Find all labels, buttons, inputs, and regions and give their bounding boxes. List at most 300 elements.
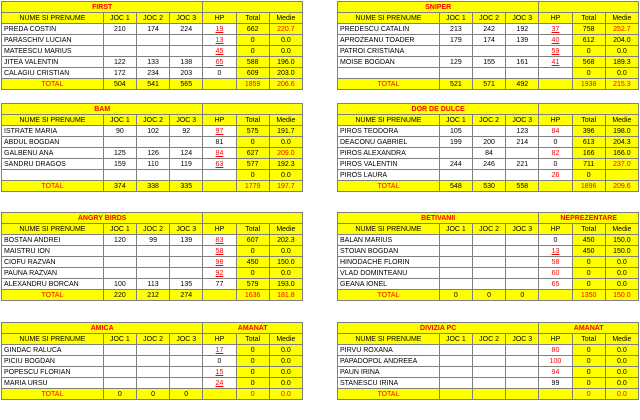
player-row [2, 159, 303, 170]
team-hp-total [539, 79, 572, 90]
player-total: 711 [572, 159, 605, 170]
player-name: MATEESCU MARIUS [2, 46, 104, 57]
player-total: 0 [572, 170, 605, 181]
player-row [2, 46, 303, 57]
game-1-score: 159 [103, 159, 136, 170]
team-title-row [338, 104, 639, 115]
game-1-score [103, 356, 136, 367]
team-title-row [338, 213, 639, 224]
player-total: 450 [572, 246, 605, 257]
player-name: GALBENU ANA [2, 148, 104, 159]
player-total: 568 [572, 57, 605, 68]
player-row [338, 356, 639, 367]
handicap-value: 0 [203, 356, 236, 367]
player-name: PATROI CRISTIANA [338, 46, 440, 57]
player-row [338, 46, 639, 57]
player-name: GINDAC RALUCA [2, 345, 104, 356]
handicap-value: 65 [539, 279, 572, 290]
handicap-value: 37 [539, 24, 572, 35]
game-2-score: 102 [136, 126, 169, 137]
game-1-score [439, 268, 472, 279]
player-row [2, 279, 303, 290]
player-total: 579 [236, 279, 269, 290]
team-average: 209.6 [605, 181, 638, 192]
game-2-score: 110 [136, 159, 169, 170]
column-header: Total [572, 224, 605, 235]
team-game-1-total: 548 [439, 181, 472, 192]
player-average: 204.3 [605, 137, 638, 148]
team-game-3-total: 335 [170, 181, 203, 192]
handicap-value: 98 [203, 257, 236, 268]
handicap-value: 60 [539, 268, 572, 279]
team-name: AMICA [2, 323, 203, 334]
player-name: PAUN IRINA [338, 367, 440, 378]
game-2-score [136, 378, 169, 389]
player-average: 0.0 [605, 257, 638, 268]
column-header: JOC 2 [472, 334, 505, 345]
player-average: 193.0 [269, 279, 302, 290]
team-game-1-total: 0 [439, 290, 472, 301]
game-3-score: 203 [170, 68, 203, 79]
column-header: JOC 2 [136, 115, 169, 126]
game-1-score [439, 246, 472, 257]
column-header: JOC 1 [439, 13, 472, 24]
player-name: APROZEANU TOADER [338, 35, 440, 46]
player-average: 0.0 [605, 279, 638, 290]
handicap-value: 24 [203, 378, 236, 389]
column-header: NUME SI PRENUME [2, 334, 104, 345]
game-1-score [103, 137, 136, 148]
column-header-row [2, 13, 303, 24]
column-header: Medie [269, 224, 302, 235]
game-2-score [472, 279, 505, 290]
game-3-score: 192 [506, 24, 539, 35]
column-header: JOC 1 [103, 13, 136, 24]
player-row [2, 148, 303, 159]
player-total: 0 [572, 46, 605, 57]
handicap-value: 100 [539, 356, 572, 367]
handicap-value: 97 [203, 126, 236, 137]
player-average: 237.0 [605, 159, 638, 170]
team-average: 206.6 [269, 79, 302, 90]
player-row [338, 24, 639, 35]
player-row [2, 35, 303, 46]
player-name: STANESCU IRINA [338, 378, 440, 389]
player-name: STOIAN BOGDAN [338, 246, 440, 257]
game-2-score [472, 356, 505, 367]
handicap-value: 83 [203, 235, 236, 246]
team-panel [337, 322, 639, 400]
game-2-score [472, 257, 505, 268]
game-3-score [506, 367, 539, 378]
handicap-value: 0 [203, 68, 236, 79]
player-name: ALEXANDRU BORCAN [2, 279, 104, 290]
player-row [338, 137, 639, 148]
team-total-row [338, 389, 639, 400]
team-game-2-total: 571 [472, 79, 505, 90]
player-name: PIROS ALEXANDRA [338, 148, 440, 159]
column-header: JOC 2 [472, 224, 505, 235]
team-table [337, 1, 639, 90]
player-row [338, 170, 639, 181]
team-game-3-total: 492 [506, 79, 539, 90]
team-panel [1, 322, 303, 400]
handicap-value: 0 [539, 137, 572, 148]
team-game-2-total [472, 389, 505, 400]
player-name: SANDRU DRAGOS [2, 159, 104, 170]
game-2-score: 155 [472, 57, 505, 68]
game-1-score: 213 [439, 24, 472, 35]
total-label: TOTAL [2, 290, 104, 301]
team-status: AMANAT [203, 323, 303, 334]
player-average: 204.0 [605, 35, 638, 46]
player-average: 0.0 [605, 367, 638, 378]
team-table [337, 322, 639, 400]
player-row [338, 159, 639, 170]
player-name: CALAGIU CRISTIAN [2, 68, 104, 79]
player-name: ABDUL BOGDAN [2, 137, 104, 148]
game-2-score [136, 257, 169, 268]
team-game-1-total: 0 [103, 389, 136, 400]
game-1-score [103, 378, 136, 389]
game-3-score: 224 [170, 24, 203, 35]
game-3-score: 124 [170, 148, 203, 159]
game-2-score: 84 [472, 148, 505, 159]
column-header: NUME SI PRENUME [338, 115, 440, 126]
game-2-score [136, 170, 169, 181]
player-row [2, 57, 303, 68]
team-hp-total [539, 389, 572, 400]
handicap-value: 92 [203, 268, 236, 279]
column-header: Medie [269, 334, 302, 345]
player-average: 0.0 [269, 367, 302, 378]
player-total: 627 [236, 148, 269, 159]
player-total: 575 [236, 126, 269, 137]
game-2-score: 174 [472, 35, 505, 46]
column-header: Total [572, 13, 605, 24]
player-row [338, 367, 639, 378]
player-total: 607 [236, 235, 269, 246]
handicap-value: 84 [203, 148, 236, 159]
team-grand-total: 1636 [236, 290, 269, 301]
team-game-3-total [506, 389, 539, 400]
handicap-value: 99 [539, 378, 572, 389]
game-2-score: 133 [136, 57, 169, 68]
player-total: 0 [236, 137, 269, 148]
handicap-value: 40 [539, 35, 572, 46]
game-1-score [103, 46, 136, 57]
team-status [203, 104, 303, 115]
team-hp-total [539, 181, 572, 192]
player-name: JITEA VALENTIN [2, 57, 104, 68]
team-title-row [338, 2, 639, 13]
column-header: Medie [605, 334, 638, 345]
player-name: PIRVU ROXANA [338, 345, 440, 356]
player-name: PIROS VALENTIN [338, 159, 440, 170]
column-header: JOC 3 [170, 224, 203, 235]
game-1-score [439, 345, 472, 356]
player-total: 758 [572, 24, 605, 35]
player-average: 0.0 [605, 46, 638, 57]
handicap-value: 13 [203, 35, 236, 46]
team-hp-total [203, 79, 236, 90]
column-header: JOC 3 [506, 224, 539, 235]
player-total: 0 [572, 279, 605, 290]
player-name: MOISE BOGDAN [338, 57, 440, 68]
game-2-score: 200 [472, 137, 505, 148]
team-name: ANGRY BIRDS [2, 213, 203, 224]
player-name: MARIA URSU [2, 378, 104, 389]
game-2-score [472, 367, 505, 378]
player-row [2, 356, 303, 367]
player-average: 0.0 [269, 246, 302, 257]
player-total: 0 [572, 257, 605, 268]
player-average: 196.0 [269, 57, 302, 68]
player-row [2, 68, 303, 79]
column-header: HP [203, 224, 236, 235]
handicap-value: 59 [539, 46, 572, 57]
team-game-2-total: 212 [136, 290, 169, 301]
player-total: 0 [236, 356, 269, 367]
column-header: NUME SI PRENUME [2, 224, 104, 235]
game-2-score [472, 126, 505, 137]
player-total: 612 [572, 35, 605, 46]
handicap-value: 26 [539, 170, 572, 181]
column-header: JOC 1 [439, 224, 472, 235]
handicap-value: 80 [539, 345, 572, 356]
player-row [2, 235, 303, 246]
player-total: 396 [572, 126, 605, 137]
game-1-score: 105 [439, 126, 472, 137]
game-2-score: 126 [136, 148, 169, 159]
player-average: 0.0 [605, 378, 638, 389]
game-1-score [103, 257, 136, 268]
game-1-score [439, 68, 472, 79]
player-total: 0 [236, 345, 269, 356]
player-average: 0.0 [269, 268, 302, 279]
game-1-score [439, 356, 472, 367]
player-name: GEANA IONEL [338, 279, 440, 290]
handicap-value: 81 [203, 137, 236, 148]
column-header: JOC 3 [170, 115, 203, 126]
player-row [338, 257, 639, 268]
column-header: HP [203, 13, 236, 24]
team-game-3-total: 274 [170, 290, 203, 301]
total-label: TOTAL [338, 79, 440, 90]
game-2-score: 242 [472, 24, 505, 35]
team-grand-total: 1779 [236, 181, 269, 192]
player-total: 588 [236, 57, 269, 68]
player-average [605, 170, 638, 181]
total-label: TOTAL [338, 181, 440, 192]
game-1-score [439, 279, 472, 290]
column-header: NUME SI PRENUME [338, 334, 440, 345]
player-total: 0 [572, 378, 605, 389]
player-average: 150.0 [269, 257, 302, 268]
player-average: 0.0 [605, 356, 638, 367]
column-header-row [338, 13, 639, 24]
team-status: AMANAT [539, 323, 639, 334]
player-total: 0 [236, 46, 269, 57]
player-row [338, 126, 639, 137]
team-average: 0.0 [605, 389, 638, 400]
handicap-value: 58 [539, 257, 572, 268]
game-3-score [170, 170, 203, 181]
column-header-row [338, 334, 639, 345]
handicap-value: 17 [203, 345, 236, 356]
player-name: PAUNA RAZVAN [2, 268, 104, 279]
column-header: NUME SI PRENUME [2, 115, 104, 126]
game-1-score: 120 [103, 235, 136, 246]
player-row [2, 24, 303, 35]
column-header-row [338, 115, 639, 126]
team-status [539, 2, 639, 13]
column-header: NUME SI PRENUME [338, 224, 440, 235]
game-1-score [439, 257, 472, 268]
team-table [337, 103, 639, 192]
team-grand-total: 1896 [572, 181, 605, 192]
column-header: Total [572, 334, 605, 345]
team-name: SNIPER [338, 2, 539, 13]
game-3-score: 221 [506, 159, 539, 170]
team-table [337, 212, 639, 301]
player-row [2, 345, 303, 356]
game-3-score [170, 137, 203, 148]
player-total: 662 [236, 24, 269, 35]
team-total-row [338, 79, 639, 90]
team-status [203, 2, 303, 13]
game-1-score: 122 [103, 57, 136, 68]
team-game-1-total: 521 [439, 79, 472, 90]
handicap-value: 15 [203, 367, 236, 378]
player-name: VLAD DOMINTEANU [338, 268, 440, 279]
team-panel [1, 103, 303, 192]
column-header: Medie [269, 13, 302, 24]
team-grand-total: 1350 [572, 290, 605, 301]
total-label: TOTAL [338, 389, 440, 400]
player-row [338, 235, 639, 246]
column-header: Medie [605, 115, 638, 126]
player-average: 0.0 [269, 170, 302, 181]
player-name: DEACONU GABRIEL [338, 137, 440, 148]
team-hp-total [203, 181, 236, 192]
player-name: ISTRATE MARIA [2, 126, 104, 137]
game-3-score [506, 257, 539, 268]
game-2-score [136, 268, 169, 279]
game-2-score [136, 35, 169, 46]
player-average: 0.0 [269, 356, 302, 367]
game-2-score [136, 246, 169, 257]
team-hp-total [539, 290, 572, 301]
game-3-score [506, 235, 539, 246]
game-3-score [506, 170, 539, 181]
team-game-2-total: 0 [472, 290, 505, 301]
game-3-score [170, 35, 203, 46]
handicap-value: 77 [203, 279, 236, 290]
player-average: 0.0 [269, 345, 302, 356]
game-1-score: 129 [439, 57, 472, 68]
player-name: PREDA COSTIN [2, 24, 104, 35]
player-name: BOSTAN ANDREI [2, 235, 104, 246]
team-panel [1, 212, 303, 301]
player-row [2, 268, 303, 279]
game-3-score [506, 378, 539, 389]
team-game-3-total: 565 [170, 79, 203, 90]
team-game-2-total: 0 [136, 389, 169, 400]
team-total-row [2, 181, 303, 192]
team-title-row [338, 323, 639, 334]
game-3-score [170, 268, 203, 279]
team-average: 0.0 [269, 389, 302, 400]
player-average: 0.0 [269, 46, 302, 57]
game-3-score: 139 [170, 235, 203, 246]
handicap-value [203, 170, 236, 181]
game-3-score: 135 [170, 279, 203, 290]
game-3-score [170, 345, 203, 356]
column-header: JOC 3 [506, 334, 539, 345]
game-1-score [103, 246, 136, 257]
game-1-score: 90 [103, 126, 136, 137]
game-2-score [136, 345, 169, 356]
game-1-score: 210 [103, 24, 136, 35]
team-title-row [2, 104, 303, 115]
game-2-score [472, 235, 505, 246]
game-3-score [506, 68, 539, 79]
player-total: 613 [572, 137, 605, 148]
handicap-value: 94 [539, 367, 572, 378]
player-row [2, 367, 303, 378]
player-average: 202.3 [269, 235, 302, 246]
column-header: HP [539, 115, 572, 126]
game-1-score [439, 235, 472, 246]
game-2-score [136, 137, 169, 148]
game-3-score [170, 356, 203, 367]
game-1-score [103, 35, 136, 46]
team-game-3-total: 558 [506, 181, 539, 192]
column-header: NUME SI PRENUME [338, 13, 440, 24]
player-name: BALAN MARIUS [338, 235, 440, 246]
column-header: HP [539, 334, 572, 345]
column-header: HP [539, 224, 572, 235]
player-row [338, 246, 639, 257]
game-1-score [103, 268, 136, 279]
player-row [2, 246, 303, 257]
game-3-score: 92 [170, 126, 203, 137]
column-header-row [338, 224, 639, 235]
team-game-2-total: 541 [136, 79, 169, 90]
column-header: HP [203, 115, 236, 126]
team-game-1-total: 504 [103, 79, 136, 90]
player-average: 191.7 [269, 126, 302, 137]
team-table [1, 1, 303, 90]
player-row [338, 68, 639, 79]
column-header: JOC 2 [472, 115, 505, 126]
game-2-score: 113 [136, 279, 169, 290]
game-3-score [170, 367, 203, 378]
player-row [2, 170, 303, 181]
team-name: DIVIZIA PC [338, 323, 539, 334]
game-1-score [439, 148, 472, 159]
column-header-row [2, 224, 303, 235]
team-game-2-total: 338 [136, 181, 169, 192]
total-label: TOTAL [2, 389, 104, 400]
player-name: PIROS LAURA [338, 170, 440, 181]
handicap-value: 84 [539, 126, 572, 137]
column-header: NUME SI PRENUME [2, 13, 104, 24]
player-average: 189.3 [605, 57, 638, 68]
handicap-value: 13 [539, 246, 572, 257]
column-header-row [2, 334, 303, 345]
